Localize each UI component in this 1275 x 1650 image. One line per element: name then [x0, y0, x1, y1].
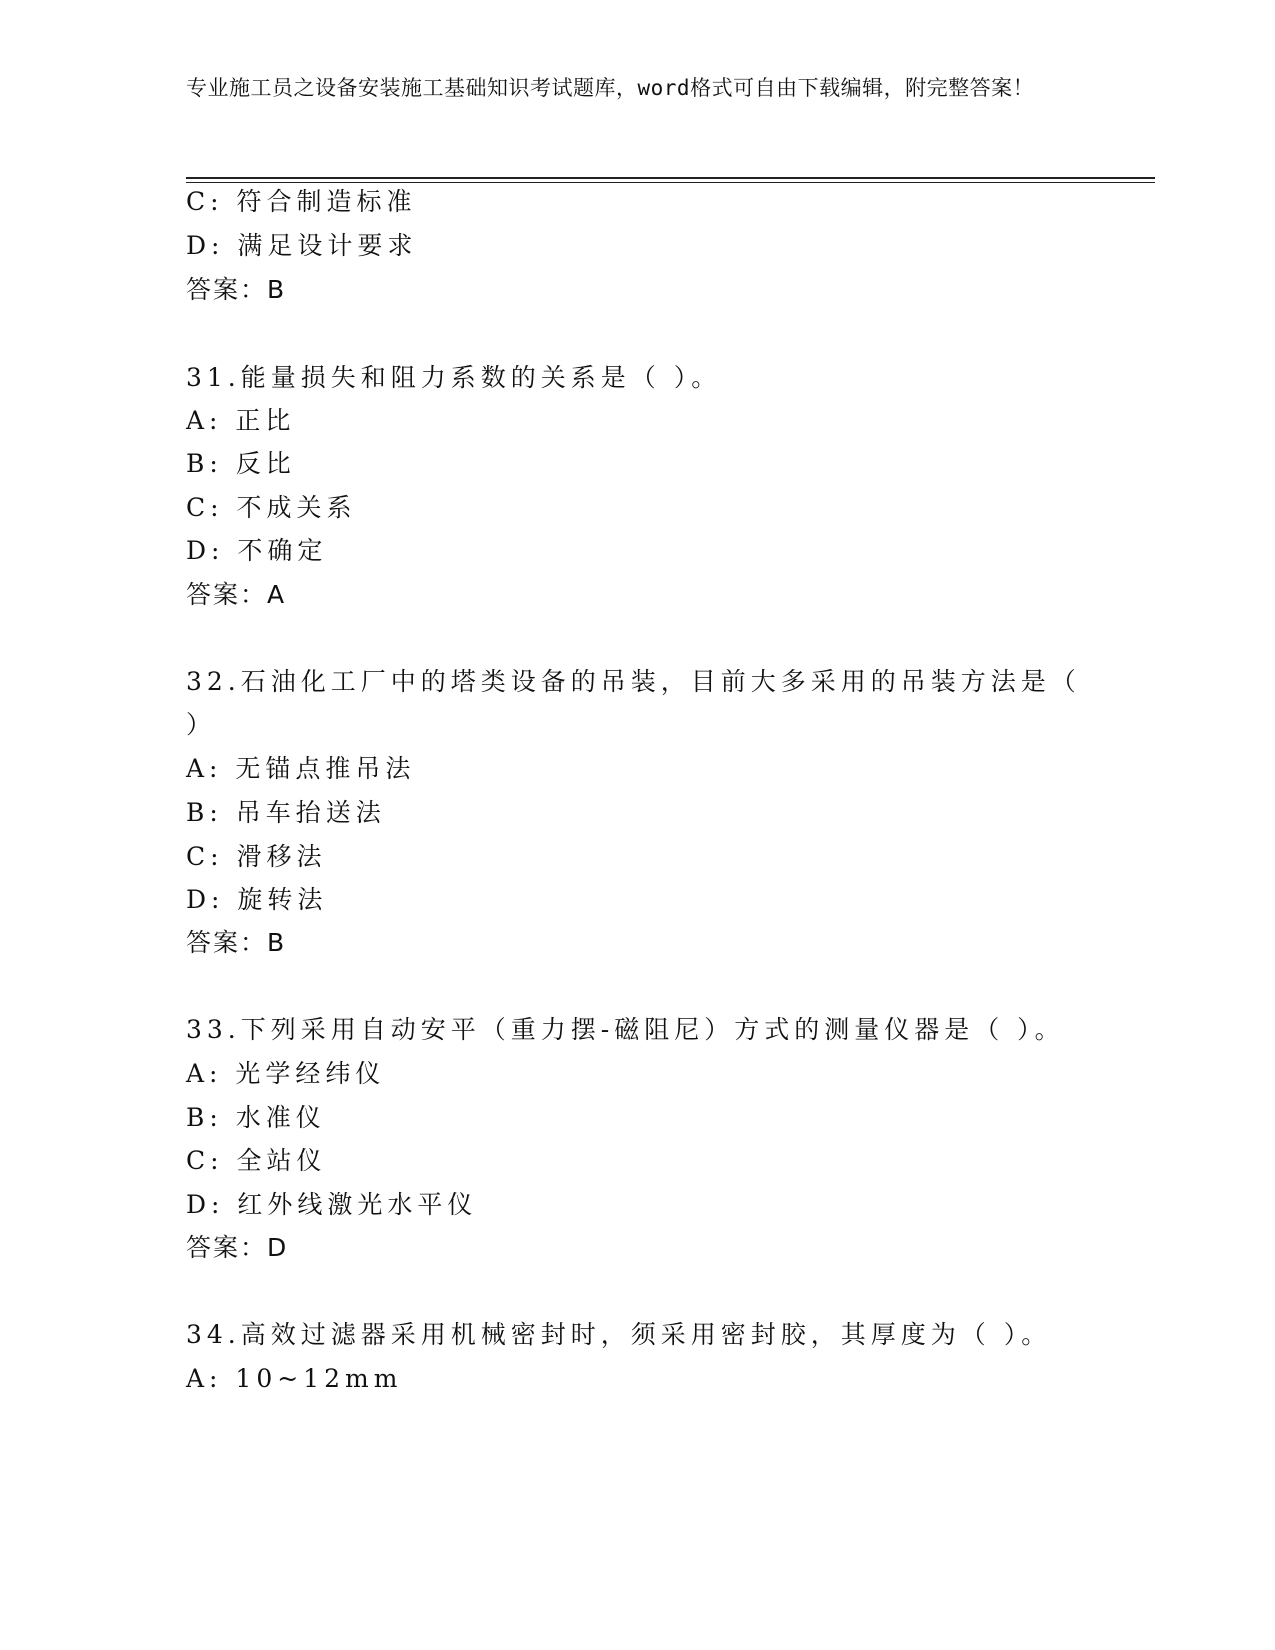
- q32-question: 32.石油化工厂中的塔类设备的吊装，目前大多采用的吊装方法是（: [186, 667, 1081, 696]
- q33-option-c: C: 全站仪: [186, 1146, 327, 1175]
- q31-option-c: C: 不成关系: [186, 493, 357, 522]
- q32-option-b: B: 吊车抬送法: [186, 798, 386, 827]
- q30-answer: 答案：B: [186, 275, 287, 304]
- q33-option-d: D: 红外线激光水平仪: [186, 1190, 478, 1219]
- q32-option-d: D: 旋转法: [186, 885, 328, 914]
- q32-option-a: A: 无锚点推吊法: [186, 754, 416, 783]
- q32-answer: 答案：B: [186, 928, 287, 957]
- header-divider-thin: [186, 182, 1155, 183]
- q32-option-c: C: 滑移法: [186, 842, 327, 871]
- q33-option-a: A: 光学经纬仪: [186, 1059, 386, 1088]
- q30-option-d: D: 满足设计要求: [186, 231, 418, 260]
- q33-option-b: B: 水准仪: [186, 1103, 326, 1132]
- q31-option-b: B: 反比: [186, 449, 296, 478]
- document-header: 专业施工员之设备安装施工基础知识考试题库，word格式可自由下载编辑，附完整答案！: [186, 76, 1035, 100]
- q33-answer: 答案：D: [186, 1233, 289, 1262]
- q31-option-d: D: 不确定: [186, 536, 328, 565]
- q31-question: 31.能量损失和阻力系数的关系是（ ）。: [186, 363, 722, 392]
- q33-question: 33.下列采用自动安平（重力摆-磁阻尼）方式的测量仪器是（ ）。: [186, 1015, 1065, 1044]
- q31-answer: 答案：A: [186, 580, 287, 609]
- q31-option-a: A: 正比: [186, 406, 296, 435]
- q34-question: 34.高效过滤器采用机械密封时，须采用密封胶，其厚度为（ ）。: [186, 1320, 1052, 1349]
- q34-option-a: A: 10~12mm: [186, 1364, 403, 1393]
- q32-question-continued: ）: [186, 710, 217, 739]
- header-divider-thick: [186, 177, 1155, 179]
- q30-option-c: C: 符合制造标准: [186, 187, 417, 216]
